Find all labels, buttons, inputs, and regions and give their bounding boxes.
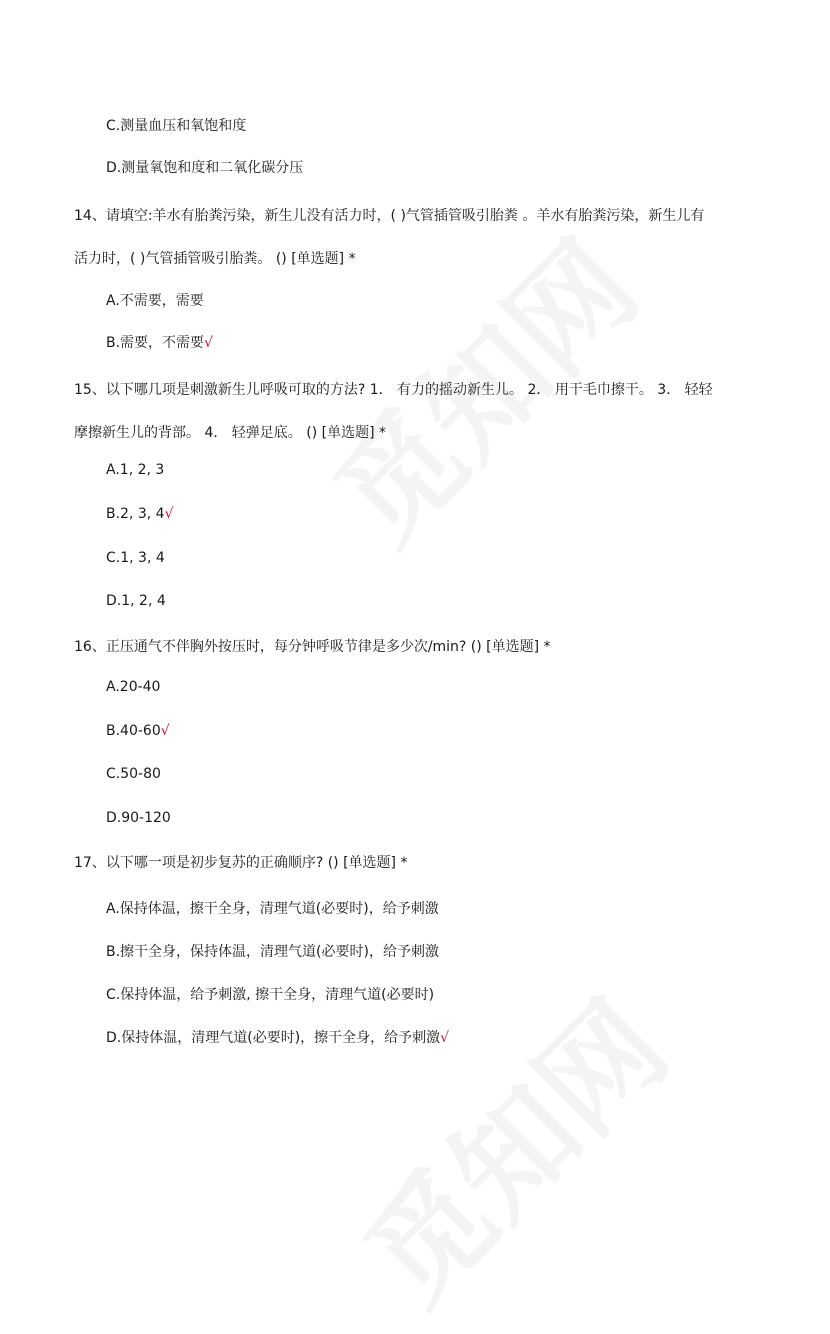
q15-option-d: D.1, 2, 4 [106, 593, 166, 609]
correct-check-icon: √ [160, 723, 170, 739]
correct-check-icon: √ [440, 1030, 450, 1046]
q16-option-b [106, 723, 170, 739]
q15-option-b [106, 506, 174, 522]
q17-text: 17、以下哪一项是初步复苏的正确顺序? () [单选题] * [74, 855, 408, 871]
q16-option-b-label: B.40-60 [106, 723, 161, 739]
correct-check-icon: √ [164, 506, 174, 522]
q16-text: 16、正压通气不伴胸外按压时，每分钟呼吸节律是多少次/min? () [单选题] * [74, 639, 551, 655]
q14-option-b [106, 332, 213, 352]
q13-option-c: C.测量血压和氧饱和度 [106, 118, 247, 134]
q14-option-b-label: B.需要，不需要 [106, 335, 205, 351]
q15-text-line2: 摩擦新生儿的背部。 4． 轻弹足底。 () [单选题] * [74, 425, 387, 441]
q16-option-a: A.20-40 [106, 679, 161, 695]
q15-option-c: C.1, 3, 4 [106, 550, 165, 566]
q15-option-a: A.1, 2, 3 [106, 462, 165, 478]
q17-option-b: B.擦干全身，保持体温，清理气道(必要时)，给予刺激 [106, 944, 439, 960]
q13-option-d: D.测量氧饱和度和二氧化碳分压 [106, 160, 304, 176]
q14-option-a: A.不需要，需要 [106, 293, 204, 309]
correct-check-icon: √ [204, 335, 213, 351]
q17-option-d-label: D.保持体温，清理气道(必要时)，擦干全身，给予刺激 [106, 1030, 441, 1046]
q14-text-line2: 活力时，( )气管插管吸引胎粪。 () [单选题] * [74, 251, 356, 267]
q15-option-b-label: B.2, 3, 4 [106, 506, 165, 522]
q17-option-a: A.保持体温，擦干全身，清理气道(必要时)，给予刺激 [106, 901, 439, 917]
q15-text-line1: 15、以下哪几项是刺激新生儿呼吸可取的方法? 1． 有力的摇动新生儿。 2． 用干毛巾擦干。 3． 轻轻 [74, 382, 713, 398]
q17-option-c: C.保持体温，给予刺激, 擦干全身，清理气道(必要时) [106, 987, 435, 1003]
q16-option-c: C.50-80 [106, 766, 161, 782]
q14-text-line1: 14、请填空:羊水有胎粪污染，新生儿没有活力时，( )气管插管吸引胎粪 。羊水有胎粪污染，新生儿有 [74, 208, 705, 224]
q16-option-d: D.90-120 [106, 810, 171, 826]
watermark [322, 958, 698, 1334]
q17-option-d [106, 1027, 449, 1047]
